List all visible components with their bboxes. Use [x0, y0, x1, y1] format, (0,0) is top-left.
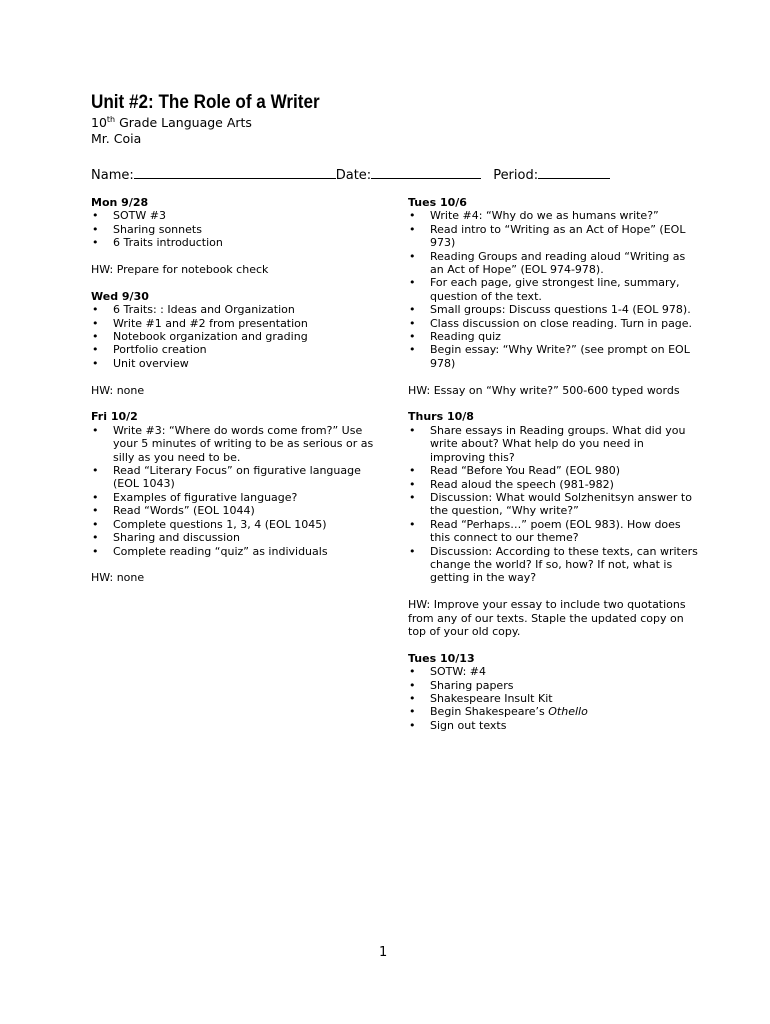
- bullet-icon: •: [409, 544, 416, 558]
- list-item: [91, 531, 376, 544]
- bullet-icon: •: [409, 222, 416, 236]
- item-text: Begin essay: “Why Write?” (see prompt on EOL 978): [430, 343, 690, 370]
- left-column: [91, 196, 376, 585]
- bullet-icon: •: [92, 222, 99, 236]
- item-text: Sharing and discussion: [113, 531, 240, 545]
- teacher-name: Mr. Coia: [91, 131, 142, 146]
- page-number: 1: [379, 945, 388, 960]
- list-item: [408, 518, 698, 545]
- tues-10-6-section: [408, 196, 698, 370]
- item-text: Read “Literary Focus” on figurative language (EOL 1043): [113, 464, 361, 491]
- bullet-icon: •: [92, 531, 99, 545]
- item-text: Read intro to “Writing as an Act of Hope” (EOL 973): [430, 222, 686, 250]
- item-text: Read aloud the speech (981-982): [430, 477, 614, 491]
- item-text: SOTW: #4: [430, 665, 487, 679]
- bullet-icon: •: [92, 316, 99, 330]
- list-item: [408, 665, 698, 678]
- name-label: Name:: [91, 168, 134, 183]
- item-text: Shakespeare Insult Kit: [430, 691, 553, 705]
- list-item: [408, 679, 698, 692]
- list-item: [408, 317, 698, 330]
- grade-text: Grade Language Arts: [115, 115, 252, 131]
- date-blank[interactable]: [371, 165, 481, 179]
- bullet-icon: •: [409, 678, 416, 692]
- name-blank[interactable]: [134, 165, 336, 179]
- item-text: 6 Traits: : Ideas and Organization: [113, 303, 295, 317]
- thurs-10-8-section: [408, 410, 698, 584]
- bullet-icon: •: [409, 316, 416, 330]
- bullet-icon: •: [409, 209, 416, 223]
- bullet-icon: •: [92, 423, 99, 437]
- item-text: Write #4: “Why do we as humans write?”: [430, 209, 659, 223]
- list-item: [408, 223, 698, 250]
- agenda-list: [91, 303, 376, 370]
- item-text: Examples of figurative language?: [113, 490, 298, 504]
- agenda-list: [408, 665, 698, 732]
- item-text: Class discussion on close reading. Turn in page.: [430, 316, 693, 330]
- day-heading: Fri 10/2: [91, 410, 138, 424]
- list-item: [408, 330, 698, 343]
- homework-note: HW: Essay on “Why write?” 500-600 typed words: [408, 383, 680, 397]
- item-text: Read “Before You Read” (EOL 980): [430, 464, 621, 478]
- item-text: Complete reading “quiz” as individuals: [113, 544, 328, 558]
- bullet-icon: •: [409, 249, 416, 263]
- item-text: Read “Perhaps…” poem (EOL 983). How does this connect to our theme?: [430, 517, 681, 545]
- list-item: [408, 692, 698, 705]
- bullet-icon: •: [92, 517, 99, 531]
- bullet-icon: •: [92, 236, 99, 250]
- item-text: SOTW #3: [113, 209, 166, 223]
- period-blank[interactable]: [538, 165, 610, 179]
- list-item: [91, 504, 376, 517]
- list-item: [91, 545, 376, 558]
- bullet-icon: •: [409, 718, 416, 732]
- list-item: [408, 491, 698, 518]
- bullet-icon: •: [409, 691, 416, 705]
- item-text: Sharing sonnets: [113, 222, 202, 236]
- list-item: [408, 250, 698, 277]
- item-text: Complete questions 1, 3, 4 (EOL 1045): [113, 517, 327, 531]
- list-item: [91, 330, 376, 343]
- bullet-icon: •: [409, 464, 416, 478]
- homework-note: HW: none: [91, 571, 145, 585]
- fri-section: [91, 410, 376, 557]
- list-item: [91, 236, 376, 249]
- item-text: Unit overview: [113, 356, 189, 370]
- bullet-icon: •: [92, 356, 99, 370]
- bullet-icon: •: [92, 330, 99, 344]
- item-text: Reading Groups and reading aloud “Writing as an Act of Hope” (EOL 974-978).: [430, 249, 686, 277]
- agenda-list: [408, 424, 698, 585]
- bullet-icon: •: [409, 276, 416, 290]
- list-item: [408, 424, 698, 464]
- item-text: Reading quiz: [430, 330, 501, 344]
- bullet-icon: •: [409, 303, 416, 317]
- item-text: Notebook organization and grading: [113, 330, 308, 344]
- grade-number: 10: [91, 115, 107, 131]
- agenda-list: [408, 209, 698, 370]
- list-item: [91, 209, 376, 222]
- grade-suffix: th: [106, 115, 116, 124]
- tues-10-13-section: [408, 652, 698, 732]
- homework-note: HW: Prepare for notebook check: [91, 263, 269, 277]
- list-item: [408, 303, 698, 316]
- item-text: Discussion: According to these texts, can writers change the world? If so, how? If not, what is getting in the way?: [430, 544, 698, 585]
- item-text: For each page, give strongest line, summary, question of the text.: [430, 276, 680, 303]
- list-item: [91, 491, 376, 504]
- agenda-list: [91, 424, 376, 558]
- list-item: [408, 276, 698, 303]
- period-label: Period:: [493, 168, 539, 183]
- homework-note: HW: none: [91, 383, 145, 397]
- bullet-icon: •: [92, 343, 99, 357]
- list-item: [408, 545, 698, 585]
- wed-section: [91, 290, 376, 370]
- page-title: Unit #2: The Role of a Writer: [91, 92, 320, 113]
- list-item: [408, 343, 698, 370]
- list-item: [408, 705, 698, 718]
- bullet-icon: •: [409, 343, 416, 357]
- list-item: [91, 223, 376, 236]
- list-item: [408, 478, 698, 491]
- day-heading: Wed 9/30: [91, 289, 149, 303]
- agenda-list: [91, 209, 376, 249]
- grade-line: [91, 115, 252, 130]
- day-heading: Tues 10/13: [408, 651, 475, 665]
- list-item: [91, 303, 376, 316]
- student-info-line: [91, 165, 610, 183]
- item-text: Discussion: What would Solzhenitsyn answer to the question, “Why write?”: [430, 490, 692, 518]
- item-text: Share essays in Reading groups. What did you write about? What help do you need in improving this?: [430, 423, 686, 464]
- bullet-icon: •: [92, 209, 99, 223]
- bullet-icon: •: [409, 665, 416, 679]
- date-label: Date:: [335, 168, 372, 183]
- bullet-icon: •: [92, 490, 99, 504]
- list-item: [408, 719, 698, 732]
- item-text: Write #3: “Where do words come from?” Use your 5 minutes of writing to be as serious or as silly as you need to be.: [113, 423, 374, 464]
- right-column: [408, 196, 698, 732]
- bullet-icon: •: [409, 477, 416, 491]
- day-heading: Mon 9/28: [91, 196, 149, 209]
- bullet-icon: •: [409, 330, 416, 344]
- list-item: [91, 317, 376, 330]
- bullet-icon: •: [409, 705, 416, 719]
- bullet-icon: •: [409, 490, 416, 504]
- bullet-icon: •: [409, 423, 416, 437]
- item-text: Portfolio creation: [113, 343, 207, 357]
- item-text: Write #1 and #2 from presentation: [113, 316, 308, 330]
- mon-section: [91, 196, 376, 250]
- item-text: Begin Shakespeare’s: [430, 705, 549, 719]
- list-item: [91, 518, 376, 531]
- list-item: [91, 424, 376, 464]
- list-item: [408, 209, 698, 222]
- item-text: Read “Words” (EOL 1044): [113, 504, 255, 518]
- bullet-icon: •: [92, 544, 99, 558]
- list-item: [91, 464, 376, 491]
- item-text: Sign out texts: [430, 718, 507, 732]
- day-heading: Thurs 10/8: [408, 410, 474, 424]
- item-text: 6 Traits introduction: [113, 236, 223, 250]
- list-item: [91, 343, 376, 356]
- list-item: [408, 464, 698, 477]
- bullet-icon: •: [409, 517, 416, 531]
- bullet-icon: •: [92, 464, 99, 478]
- day-heading: Tues 10/6: [408, 196, 467, 209]
- item-text: Sharing papers: [430, 678, 514, 692]
- bullet-icon: •: [92, 504, 99, 518]
- bullet-icon: •: [92, 303, 99, 317]
- homework-note: HW: Improve your essay to include two quotations from any of our texts. Staple the updated copy on top of your old copy.: [408, 598, 686, 638]
- play-title: Othello: [548, 705, 588, 719]
- item-text: Small groups: Discuss questions 1-4 (EOL 978).: [430, 303, 691, 317]
- list-item: [91, 357, 376, 370]
